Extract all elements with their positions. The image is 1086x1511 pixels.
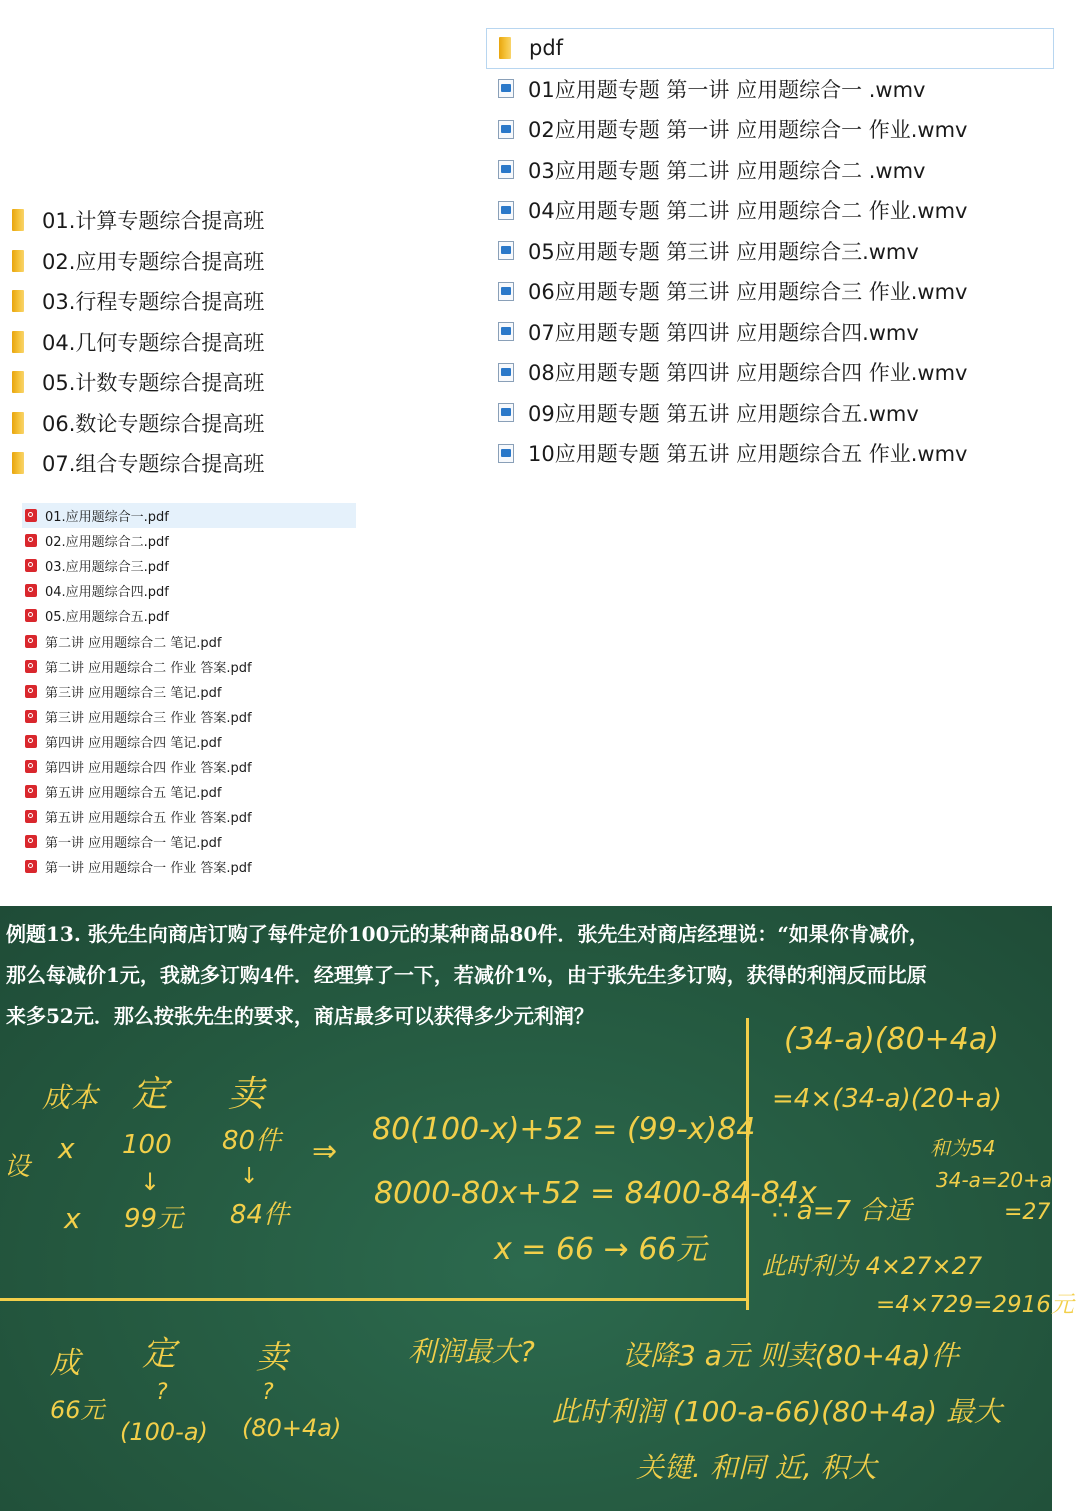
- chalk-100-minus-a: (100-a): [120, 1418, 208, 1446]
- pdf-icon: [25, 534, 37, 547]
- pdf-icon: [25, 559, 37, 572]
- chalk-100: 100: [122, 1130, 172, 1160]
- pdf-file-row[interactable]: [22, 829, 356, 854]
- video-file-icon: [498, 120, 514, 139]
- file-name: 第一讲 应用题综合一 笔记.pdf: [45, 836, 222, 852]
- chalk-equals-27: =27: [1004, 1200, 1051, 1225]
- chalk-expr-1: (34-a)(80+4a): [784, 1022, 999, 1057]
- file-name: 02应用题专题 第一讲 应用题综合一 作业.wmv: [528, 118, 968, 143]
- folder-row[interactable]: [0, 200, 330, 241]
- chalk-equation-1: 80(100-x)+52 = (99-x)84: [372, 1112, 756, 1147]
- pdf-icon: [25, 509, 37, 522]
- chalk-down-arrow: ↓: [140, 1168, 161, 1196]
- pdf-icon: [25, 660, 37, 673]
- chalk-implies: ⇒: [312, 1134, 338, 1169]
- chalk-expr-2: =4×(34-a)(20+a): [772, 1084, 1002, 1114]
- folder-icon: [12, 331, 24, 353]
- chalk-equation-3: x = 66 → 66元: [494, 1232, 707, 1267]
- folder-name: 04.几何专题综合提高班: [42, 330, 265, 355]
- pdf-file-row[interactable]: [22, 553, 356, 578]
- problem-line: 来多52元．那么按张先生的要求，商店最多可以获得多少元利润？: [6, 1004, 594, 1028]
- pdf-file-row[interactable]: [22, 603, 356, 628]
- pdf-file-row[interactable]: [22, 578, 356, 603]
- chalk-cost-label: 成本: [42, 1081, 99, 1114]
- pdf-icon: [25, 860, 37, 873]
- file-name: 04应用题专题 第二讲 应用题综合二 作业.wmv: [528, 199, 968, 224]
- file-name: 03应用题专题 第二讲 应用题综合二 .wmv: [528, 158, 926, 183]
- pdf-file-row[interactable]: [22, 503, 356, 528]
- video-file-icon: [498, 79, 514, 98]
- problem-line: 例题13. 张先生向商店订购了每件定价100元的某种商品80件．张先生对商店经理说：“如果你肯减价，: [6, 922, 929, 946]
- video-file-row[interactable]: [486, 433, 1054, 474]
- file-name: 第五讲 应用题综合五 笔记.pdf: [45, 786, 222, 802]
- file-name: 第五讲 应用题综合五 作业 答案.pdf: [45, 811, 252, 827]
- pdf-file-row[interactable]: [22, 729, 356, 754]
- video-file-row[interactable]: [486, 312, 1054, 353]
- folder-icon: [12, 371, 24, 393]
- file-name: 09应用题专题 第五讲 应用题综合五.wmv: [528, 401, 919, 426]
- file-name: 08应用题专题 第四讲 应用题综合四 作业.wmv: [528, 361, 968, 386]
- pdf-file-list: [22, 503, 356, 879]
- pdf-file-row[interactable]: [22, 654, 356, 679]
- folder-name: 05.计数专题综合提高班: [42, 371, 265, 396]
- pdf-file-row[interactable]: [22, 628, 356, 653]
- chalk-sell-label-2: 卖: [256, 1338, 289, 1376]
- folder-name: 02.应用专题综合提高班: [42, 249, 265, 274]
- chalk-sell-label: 卖: [228, 1074, 265, 1115]
- pdf-icon: [25, 810, 37, 823]
- file-name: 第四讲 应用题综合四 作业 答案.pdf: [45, 760, 252, 776]
- folder-icon: [12, 290, 24, 312]
- file-name: 10应用题专题 第五讲 应用题综合五 作业.wmv: [528, 442, 968, 467]
- pdf-file-row[interactable]: [22, 854, 356, 879]
- folder-row[interactable]: [0, 443, 330, 484]
- video-file-row[interactable]: [486, 271, 1054, 312]
- chalk-cost-label-2: 成: [50, 1346, 80, 1381]
- vertical-divider: [746, 1018, 749, 1310]
- chalk-a-equals-7: ∴ a=7 合适: [772, 1196, 912, 1226]
- chalk-fixed-label-2: 定: [142, 1334, 176, 1374]
- video-file-row[interactable]: [486, 231, 1054, 272]
- video-file-row[interactable]: [486, 150, 1054, 191]
- folder-icon: [499, 37, 511, 59]
- right-file-list: [486, 28, 1054, 474]
- folder-name: 03.行程专题综合提高班: [42, 290, 265, 315]
- pdf-file-row[interactable]: [22, 528, 356, 553]
- video-file-icon: [498, 282, 514, 301]
- file-name: 06应用题专题 第三讲 应用题综合三 作业.wmv: [528, 280, 968, 305]
- pdf-icon: [25, 685, 37, 698]
- pdf-file-row[interactable]: [22, 679, 356, 704]
- chalk-fixed-label: 定: [132, 1074, 169, 1115]
- file-name: 03.应用题综合三.pdf: [45, 560, 169, 576]
- pdf-icon: [25, 710, 37, 723]
- file-name: 第三讲 应用题综合三 作业 答案.pdf: [45, 710, 252, 726]
- folder-name: 01.计算专题综合提高班: [42, 209, 265, 234]
- folder-icon: [12, 412, 24, 434]
- chalk-34-minus-a: 34-a=20+a: [936, 1168, 1053, 1192]
- video-file-icon: [498, 160, 514, 179]
- chalk-profit-line: 此时利为 4×27×27: [762, 1252, 983, 1280]
- folder-row[interactable]: [0, 322, 330, 363]
- file-name: 01应用题专题 第一讲 应用题综合一 .wmv: [528, 77, 926, 102]
- video-file-icon: [498, 322, 514, 341]
- video-file-row[interactable]: [486, 352, 1054, 393]
- folder-row-pdf[interactable]: [486, 28, 1054, 69]
- file-name: 01.应用题综合一.pdf: [45, 510, 169, 526]
- chalk-equation-2: 8000-80x+52 = 8400-84-84x: [374, 1176, 817, 1211]
- pdf-icon: [25, 584, 37, 597]
- video-file-icon: [498, 403, 514, 422]
- chalk-question: ?: [156, 1380, 168, 1405]
- folder-name: 06.数论专题综合提高班: [42, 411, 265, 436]
- problem-line: 那么每减价1元，我就多订购4件．经理算了一下，若减价1%，由于张先生多订购，获得的利润反而比原: [6, 963, 927, 987]
- chalk-80-plus-4a: (80+4a): [242, 1414, 342, 1442]
- pdf-icon: [25, 760, 37, 773]
- file-name: 第四讲 应用题综合四 笔记.pdf: [45, 735, 222, 751]
- folder-row[interactable]: [0, 281, 330, 322]
- file-name: 04.应用题综合四.pdf: [45, 585, 169, 601]
- folder-icon: [12, 209, 24, 231]
- left-folder-list: [0, 200, 330, 484]
- file-name: 第三讲 应用题综合三 笔记.pdf: [45, 685, 222, 701]
- folder-row[interactable]: [0, 241, 330, 282]
- chalkboard: [0, 906, 1074, 1511]
- problem-text: [6, 914, 1046, 1037]
- chalk-84pieces: 84件: [230, 1200, 290, 1230]
- file-name: pdf: [529, 36, 564, 61]
- file-name: 05应用题专题 第三讲 应用题综合三.wmv: [528, 239, 919, 264]
- pdf-icon: [25, 835, 37, 848]
- folder-row[interactable]: [0, 362, 330, 403]
- folder-icon: [12, 452, 24, 474]
- video-file-icon: [498, 241, 514, 260]
- pdf-file-row[interactable]: [22, 779, 356, 804]
- video-file-row[interactable]: [486, 109, 1054, 150]
- horizontal-divider: [0, 1298, 748, 1301]
- video-file-icon: [498, 201, 514, 220]
- pdf-icon: [25, 635, 37, 648]
- file-name: 07应用题专题 第四讲 应用题综合四.wmv: [528, 320, 919, 345]
- folder-row[interactable]: [0, 403, 330, 444]
- file-name: 02.应用题综合二.pdf: [45, 535, 169, 551]
- chalk-80pieces: 80件: [222, 1126, 282, 1156]
- video-file-icon: [498, 363, 514, 382]
- chalk-question: ?: [262, 1380, 274, 1405]
- video-file-icon: [498, 444, 514, 463]
- chalk-x: x: [64, 1202, 81, 1235]
- file-name: 第一讲 应用题综合一 作业 答案.pdf: [45, 861, 252, 877]
- chalk-profit-expression: 此时利润 (100-a-66)(80+4a) 最大: [552, 1395, 1002, 1428]
- pdf-icon: [25, 735, 37, 748]
- chalk-profit-result: =4×729=2916元: [876, 1292, 1074, 1318]
- file-name: 05.应用题综合五.pdf: [45, 610, 169, 626]
- pdf-file-row[interactable]: [22, 804, 356, 829]
- chalk-assume: 设: [4, 1152, 31, 1182]
- chalk-let-reduce: 设降3 a元 则卖(80+4a)件: [622, 1339, 959, 1372]
- folder-name: 07.组合专题综合提高班: [42, 452, 265, 477]
- file-name: 第二讲 应用题综合二 笔记.pdf: [45, 635, 222, 651]
- chalk-max-profit: 利润最大?: [408, 1335, 535, 1368]
- chalk-66-yuan: 66元: [50, 1396, 105, 1424]
- chalk-sum-54: 和为54: [930, 1136, 996, 1160]
- folder-icon: [12, 250, 24, 272]
- pdf-icon: [25, 609, 37, 622]
- chalk-key-point: 关键. 和同 近, 积大: [636, 1451, 877, 1484]
- chalk-down-arrow: ↓: [240, 1164, 259, 1189]
- pdf-file-row[interactable]: [22, 704, 356, 729]
- file-name: 第二讲 应用题综合二 作业 答案.pdf: [45, 660, 252, 676]
- pdf-icon: [25, 785, 37, 798]
- video-file-row[interactable]: [486, 393, 1054, 434]
- video-file-row[interactable]: [486, 190, 1054, 231]
- chalk-99: 99元: [124, 1204, 184, 1234]
- pdf-file-row[interactable]: [22, 754, 356, 779]
- chalk-x: x: [58, 1132, 75, 1165]
- video-file-row[interactable]: [486, 69, 1054, 110]
